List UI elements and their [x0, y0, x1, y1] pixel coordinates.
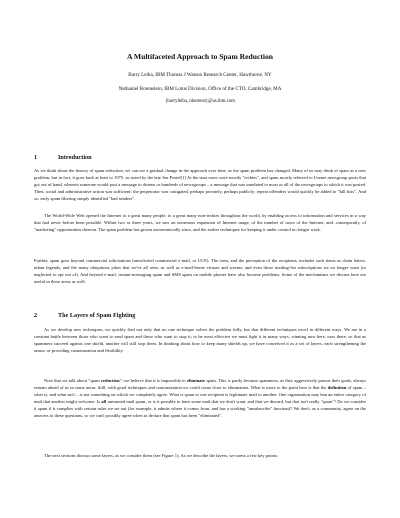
author-line-2: Nathaniel Borenstein, IBM Lotus Division, Office of the CTO, Cambridge, MA	[118, 86, 282, 92]
paragraph: As we develop new techniques, we quickly find not only that no one technique solves the problem fully, but that different techniques excel in different ways. We are in a constant battle between those who want to send spam and those who want to stop it; to be most effective we must fight it in many ways, winning now here, now there, so that as spammers succeed against one shield, another will still stop them. In thinking about how to keep many shields up, we have conceived it as a set of layers, each strengthening the armor, or providing customization and flexibility.	[34, 327, 366, 354]
paragraph: The World-Wide Web opened the Internet to a great many people, to a great many non-techies throughout the world, by enabling access to information and services in a way that had never before been possible. Within two or three years, we saw an enormous expansion of Internet usage, of the number of users of the Internet, and, consequently, of "marketing" opportunities thereon. The spam problem has grown astronomically since, and the earlier techniques for keeping it under control no longer work.	[34, 213, 366, 233]
paragraph	[34, 377, 366, 420]
paragraph: As we think about the history of spam reduction, we can see a gradual change in the approach over time, as the spam problem has changed. Many of us may think of spam as a new problem, but in fact, it goes back at least to 1975, as noted by the late Jon Postel[1] At the start users were mostly "techies", and spam mostly referred to Usenet newsgroup posts that got out of hand, wherein someone would post a message to dozens or hundreds of newsgroups – a message that was unrelated to most or all of the newsgroups to which it was posted. Then, social and administrative action was sufficient: the perpetrator was castigated, perhaps privately, perhaps publicly; repeat offenders would quickly be added to "kill lists". And so, early spam filtering simply identified "bad senders".	[34, 168, 366, 202]
section-title: The Layers of Spam Fighting	[58, 312, 136, 319]
section-number: 1	[34, 154, 38, 161]
paragraph: Further, spam goes beyond commercial solicitations (unsolicited commercial e-mail, or UCE). The term, and the perception of the recipients, includes such items as chain letters, urban legends, and the many ubiquitous jokes that we've all seen, as well as e-mail-borne viruses and worms; and even those mailing-list subscriptions we no longer want (or neglected to opt out of). And beyond e-mail, instant-messaging spam and SMS spam on mobile phones have also become problems. Some of the mechanisms we discuss here are useful in these areas as well.	[34, 258, 366, 285]
author-line-1: Barry Leiba, IBM Thomas J Watson Research Center, Hawthorne, NY	[128, 72, 272, 78]
author-emails: {barryleiba, nborenst}@us.ibm.com	[165, 99, 235, 104]
emphasis: eliminate	[186, 378, 205, 383]
text-run: spam. This is partly because spammers, as they aggressively pursue their goals, always remain ahead of us in some areas. Still, with good techniques and customization we could come close to elimination. What is more to the point here is that the	[34, 378, 366, 391]
section-number: 2	[34, 312, 38, 319]
section-heading-introduction	[34, 154, 92, 161]
section-heading-layers	[34, 312, 135, 319]
paragraph: The next sections discuss some layers, as we consider them (see Figure 1). As we describe the layers, we stress a few key points:	[44, 453, 279, 458]
text-run: "; we believe that it is impossible to	[119, 378, 187, 383]
emphasis: all	[101, 399, 107, 405]
text-run: unwanted mail spam, or is it possible to have some mail that we don't want, and that we discard, but that isn't really "spam"? Do we consider it spam if it complies with certain rules we set out (for example, it admits where it comes from, and has a working "unsubscribe" function)? We don't, as a community, agree on the answers to these questions, so we can't possibly agree when to declare that spam has been "eliminated".	[34, 399, 366, 419]
emphasis: definition	[327, 385, 347, 391]
section-title: Introduction	[58, 154, 92, 161]
text-run: of spam – what is, and what isn't – is not something on which we completely agree. What is spam to one recipient is legitimate mail to another. One organization may ban an entire category of mail that another might welcome. Is	[34, 385, 366, 405]
text-run: Note that we talk about "spam	[44, 378, 101, 383]
emphasis: reduction	[101, 378, 120, 383]
paper-title: A Multifaceted Approach to Spam Reduction	[126, 52, 274, 61]
